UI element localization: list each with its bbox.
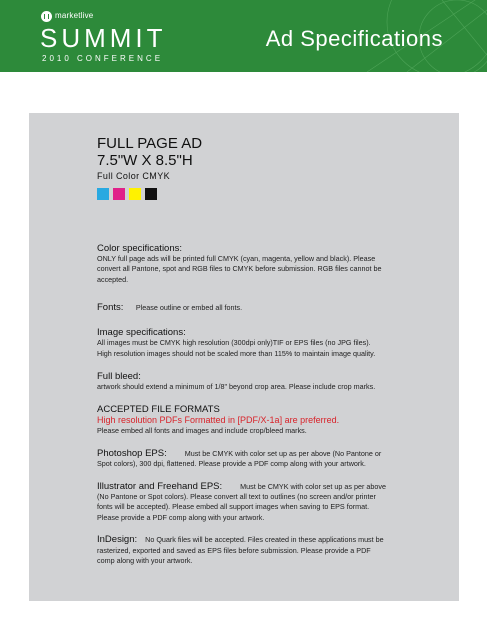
image-spec-section	[97, 327, 387, 359]
illustrator-text: Must be CMYK with color set up as per above (No Pantone or Spot colors). Please convert all text to outlines (no screen and/or printer fonts will be accepted). Please embed all support images when saving to EPS format. Please provide a PDF comp along with your artwork.	[97, 481, 386, 522]
black-swatch	[145, 188, 157, 200]
file-formats-heading: ACCEPTED FILE FORMATS	[97, 404, 220, 416]
magenta-swatch	[113, 188, 125, 200]
yellow-swatch	[129, 188, 141, 200]
photoshop-text: Must be CMYK with color set up as per above (No Pantone or Spot colors), 300 dpi, flattened. Please provide a PDF comp along with your artwork.	[97, 448, 382, 469]
conference-subtitle: 2010 CONFERENCE	[42, 54, 164, 63]
ad-specifications-heading: Ad Specifications	[265, 26, 443, 51]
image-spec-heading: Image specifications:	[97, 327, 186, 339]
summit-title: SUMMIT	[40, 23, 167, 53]
cyan-swatch	[97, 188, 109, 200]
header-banner	[0, 0, 487, 72]
ad-dimensions: 7.5"W X 8.5"H	[97, 152, 193, 169]
bleed-heading: Full bleed:	[97, 371, 141, 383]
color-spec-section	[97, 243, 387, 285]
photoshop-heading: Photoshop EPS:	[97, 447, 167, 459]
image-spec-text: All images must be CMYK high resolution (300dpi only)TIF or EPS files (no JPG files). High resolution images should not be scaled more than 115% to maintain image quality.	[97, 338, 376, 358]
fonts-heading: Fonts:	[97, 302, 124, 314]
spec-panel	[29, 113, 459, 601]
cmyk-swatches	[97, 188, 387, 200]
color-mode-label: Full Color CMYK	[97, 171, 171, 181]
spec-content	[97, 135, 387, 567]
marketlive-logo-icon	[41, 11, 52, 22]
indesign-text: No Quark files will be accepted. Files created in these applications must be rasterized, exported and saved as EPS files before submission. Please provide a PDF comp along with your artwork.	[97, 535, 384, 566]
file-formats-text: Please embed all fonts and images and include crop/bleed marks.	[97, 426, 307, 436]
photoshop-block	[97, 449, 387, 470]
indesign-block	[97, 535, 387, 566]
color-spec-text: ONLY full page ads will be printed full CMYK (cyan, magenta, yellow and black). Please convert all Pantone, spot and RGB files to CMYK before submission. RGB files cannot be accepted.	[97, 254, 382, 284]
illustrator-block	[97, 482, 387, 524]
file-formats-section	[97, 404, 387, 436]
photoshop-section	[97, 449, 387, 470]
color-spec-heading: Color specifications:	[97, 243, 183, 254]
brand-name: marketlive	[55, 11, 94, 20]
indesign-section	[97, 535, 387, 566]
bleed-text: artwork should extend a minimum of 1/8" beyond crop area. Please include crop marks.	[97, 382, 376, 392]
illustrator-heading: Illustrator and Freehand EPS:	[97, 480, 223, 492]
illustrator-section	[97, 482, 387, 524]
bleed-section	[97, 371, 387, 392]
fonts-section	[97, 297, 387, 315]
indesign-heading: InDesign:	[97, 534, 138, 546]
fonts-text: Please outline or embed all fonts.	[135, 303, 243, 313]
pdf-preferred-note: High resolution PDFs Formatted in [PDF/X-1a] are preferred.	[97, 415, 340, 426]
ad-size-title: FULL PAGE AD	[97, 135, 203, 152]
